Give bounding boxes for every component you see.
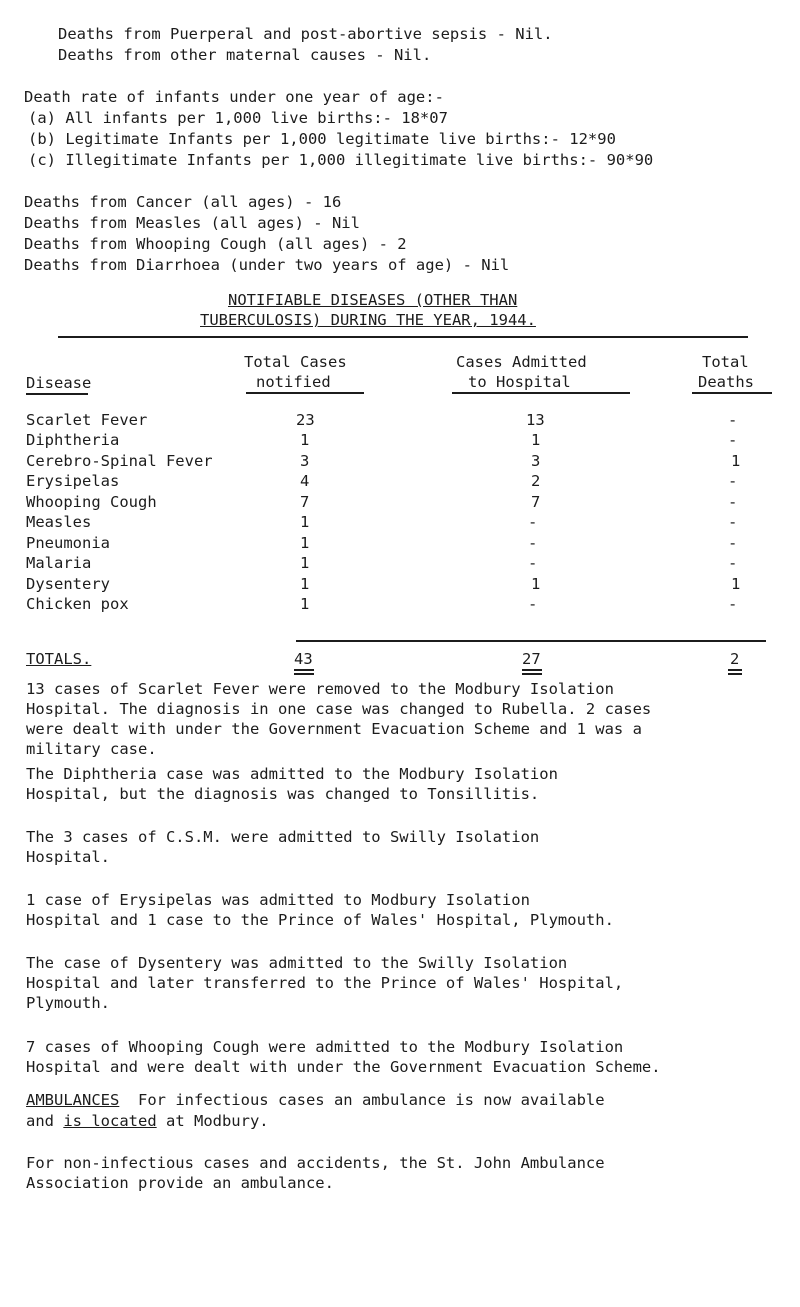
cell-notified: 4: [300, 472, 310, 490]
header-disease-underline: [26, 393, 88, 395]
cell-hospital: -: [528, 595, 538, 613]
ambulances-text-1: For infectious cases an ambulance is now available: [119, 1091, 605, 1109]
cell-deaths: 1: [731, 575, 741, 593]
header-disease: Disease: [26, 374, 92, 392]
deaths-measles: Deaths from Measles (all ages) - Nil: [24, 214, 360, 232]
header-deaths-2: Deaths: [698, 373, 754, 391]
cell-deaths: -: [728, 493, 738, 511]
cell-deaths: -: [728, 431, 738, 449]
cell-hospital: 2: [531, 472, 541, 490]
cell-notified: 7: [300, 493, 310, 511]
note-whooping-cough: 7 cases of Whooping Cough were admitted to the Modbury Isolation Hospital and were dealt with under the Government Evacuation Scheme.: [26, 1038, 661, 1076]
cell-disease: Scarlet Fever: [26, 411, 148, 429]
cell-disease: Malaria: [26, 554, 92, 572]
cell-disease: Pneumonia: [26, 534, 110, 552]
ambulances-final: For non-infectious cases and accidents, the St. John Ambulance Association provide an ambulance.: [26, 1154, 605, 1192]
cell-notified: 3: [300, 452, 310, 470]
cell-notified: 1: [300, 513, 310, 531]
note-diphtheria: The Diphtheria case was admitted to the Modbury Isolation Hospital, but the diagnosis was changed to Tonsillitis.: [26, 765, 558, 803]
totals-notified: 43: [294, 650, 313, 668]
cell-deaths: -: [728, 595, 738, 613]
totals-hospital: 27: [522, 650, 541, 668]
ambulances-text-2c: at Modbury.: [156, 1112, 269, 1130]
deaths-diarrhoea: Deaths from Diarrhoea (under two years of age) - Nil: [24, 256, 510, 274]
cell-deaths: -: [728, 472, 738, 490]
totals-hospital-underline-1: [522, 669, 542, 671]
totals-notified-underline-1: [294, 669, 314, 671]
cell-hospital: -: [528, 513, 538, 531]
ambulances-heading: AMBULANCES: [26, 1091, 120, 1109]
note-dysentery: The case of Dysentery was admitted to the Swilly Isolation Hospital and later transferred to the Prince of Wales' Hospital, Plymouth.: [26, 954, 624, 1012]
cell-notified: 1: [300, 595, 310, 613]
cell-notified: 1: [300, 431, 310, 449]
note-erysipelas: 1 case of Erysipelas was admitted to Modbury Isolation Hospital and 1 case to the Prince of Wales' Hospital, Plymouth.: [26, 891, 614, 929]
cell-notified: 23: [296, 411, 315, 429]
cell-hospital: -: [528, 534, 538, 552]
cell-hospital: 13: [526, 411, 545, 429]
cell-deaths: -: [728, 513, 738, 531]
cell-hospital: 3: [531, 452, 541, 470]
header-hospital-2: to Hospital: [468, 373, 571, 391]
ambulances-line-2: [26, 1111, 269, 1131]
cell-deaths: -: [728, 554, 738, 572]
cell-disease: Chicken pox: [26, 595, 129, 613]
totals-deaths-underline-2: [728, 673, 742, 675]
cell-notified: 1: [300, 534, 310, 552]
section-divider: [58, 336, 748, 338]
totals-label: TOTALS.: [26, 650, 92, 668]
note-csm: The 3 cases of C.S.M. were admitted to Swilly Isolation Hospital.: [26, 828, 540, 866]
cell-disease: Diphtheria: [26, 431, 120, 449]
header-hospital-underline: [452, 392, 630, 394]
cell-hospital: 7: [531, 493, 541, 511]
cell-deaths: -: [728, 534, 738, 552]
cell-hospital: 1: [531, 431, 541, 449]
infant-rate-item-b: (b) Legitimate Infants per 1,000 legitimate live births:- 12*90: [28, 130, 616, 148]
note-scarlet-fever: 13 cases of Scarlet Fever were removed to the Modbury Isolation Hospital. The diagnosis in one case was changed to Rubella. 2 cases were dealt with under the Government Evacuation Scheme and 1 was a military case.: [26, 680, 652, 758]
cell-disease: Erysipelas: [26, 472, 120, 490]
deaths-whooping-cough: Deaths from Whooping Cough (all ages) - 2: [24, 235, 407, 253]
cell-disease: Measles: [26, 513, 92, 531]
header-notified-underline: [246, 392, 364, 394]
header-deaths-underline: [692, 392, 772, 394]
infant-rate-item-c: (c) Illegitimate Infants per 1,000 illegitimate live births:- 90*90: [28, 151, 654, 169]
cell-notified: 1: [300, 575, 310, 593]
header-deaths-1: Total: [702, 353, 749, 371]
header-notified-1: Total Cases: [244, 353, 347, 371]
totals-deaths-underline-1: [728, 669, 742, 671]
cell-disease: Dysentery: [26, 575, 110, 593]
cell-deaths: 1: [731, 452, 741, 470]
totals-notified-underline-2: [294, 673, 314, 675]
section-title-line-2: TUBERCULOSIS) DURING THE YEAR, 1944.: [200, 311, 536, 329]
header-hospital-1: Cases Admitted: [456, 353, 587, 371]
header-notified-2: notified: [256, 373, 331, 391]
cell-deaths: -: [728, 411, 738, 429]
ambulances-line-1: [26, 1090, 605, 1110]
cell-notified: 1: [300, 554, 310, 572]
deaths-cancer: Deaths from Cancer (all ages) - 16: [24, 193, 342, 211]
ambulances-located: is located: [63, 1112, 157, 1130]
infant-rate-heading: Death rate of infants under one year of age:-: [24, 88, 444, 106]
ambulances-text-2a: and: [26, 1112, 64, 1130]
intro-line-1: Deaths from Puerperal and post-abortive sepsis - Nil.: [58, 25, 553, 43]
section-title-line-1: NOTIFIABLE DISEASES (OTHER THAN: [228, 291, 518, 309]
totals-hospital-underline-2: [522, 673, 542, 675]
totals-deaths: 2: [730, 650, 740, 668]
cell-disease: Cerebro-Spinal Fever: [26, 452, 213, 470]
cell-hospital: -: [528, 554, 538, 572]
cell-disease: Whooping Cough: [26, 493, 157, 511]
totals-rule: [296, 640, 766, 642]
cell-hospital: 1: [531, 575, 541, 593]
intro-line-2: Deaths from other maternal causes - Nil.: [58, 46, 432, 64]
infant-rate-item-a: (a) All infants per 1,000 live births:- 18*07: [28, 109, 448, 127]
